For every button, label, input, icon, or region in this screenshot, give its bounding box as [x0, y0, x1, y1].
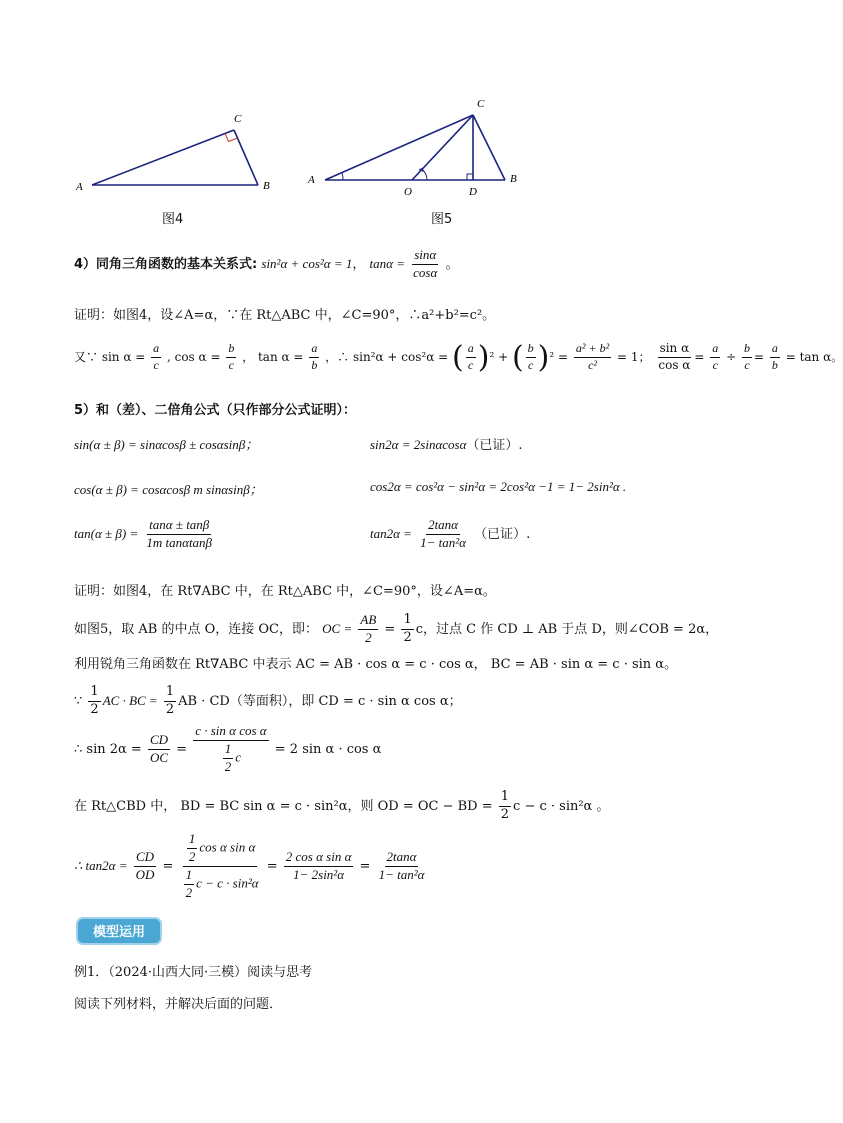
section4-identity: sin²α + cos²α = 1 [261, 255, 353, 271]
fig5-label-d: D [469, 186, 477, 198]
model-application-tag: 模型运用 [76, 917, 162, 945]
fig4-side-cb [234, 130, 258, 185]
fig5-right-angle-mark [467, 174, 473, 180]
section4-tan-lhs: tanα = [369, 255, 405, 271]
sin-double-line: sin2α = 2sinαcosα（已证）. [370, 437, 523, 453]
proof-2: 证明：如图4，在 Rt∇ABC 中，在 Rt△ABC 中，∠C=90°，设∠A=α。 [74, 584, 496, 599]
pythagoras-line: 又∵ sin α = $\frac{a}{c}$ , cos α = $\frac{b}{c}$ ， tan α = $\frac{a}{b}$ ，∴ sin²α + cos²α = ( $\frac{a}{c}$ )² + ( $\frac{b}{c}$ )² = $\frac{\text{a² + b²}}{\text{c²}}$ = 1； $\frac{\text{sin α}}{\text{cos α}}$ = $\frac{a}{c}$ ÷ $\frac{b}{c}$ = $\frac{a}{b}$ = tan α。 [74, 340, 843, 375]
cos-double-formula: cos2α = cos²α − sin²α = 2cos²α −1 = 1− 2sin²α . [370, 479, 627, 494]
tan2a-derivation: ∴ tan2α = $\frac{CD}{OD}$ = $\frac{1}{2}$ cos α sin α $\frac{1}{2}$ c − c · sin²α = $\frac{\text{2 cos α sin α}}{\text{1− 2sin²α}}$ = $\frac{2\tan\alpha}{\text{1− tan²α}}$ [74, 831, 425, 900]
equal-area-line: ∵ $\frac{1}{2}$ AC · BC = $\frac{1}{2}$ AB · CD（等面积），即 CD = c · sin α cos α； [74, 684, 462, 717]
section4-tan-fraction: $\frac{\sin\alpha}{\cos\alpha}$ [413, 247, 438, 280]
fig4-side-ac [92, 130, 234, 185]
acute-trig-line: 利用锐角三角函数在 Rt∇ABC 中表示 AC = AB · cos α = c · cos α， BC = AB · sin α = c · sin α。 [74, 657, 678, 672]
fig5-side-cb [473, 115, 505, 180]
section4-title: 4）同角三角函数的基本关系式: [74, 256, 258, 272]
fig5-label-a: A [308, 174, 315, 186]
fig5-side-ac [325, 115, 473, 180]
figure5-construction-line: 如图5，取 AB 的中点 O，连接 OC，即： OC = $\frac{AB}{2}$ = $\frac{1}{2}$ c，过点 C 作 CD ⊥ AB 于点 D，则∠COB = 2α， [74, 612, 719, 645]
figure-5-caption: 图5 [431, 212, 453, 227]
instruction-text: 阅读下列材料，并解决后面的问题． [74, 997, 283, 1012]
cos-sum-formula: cos(α ± β) = cosαcosβ m sinαsinβ； [74, 482, 263, 497]
fig4-label-a: A [76, 181, 83, 193]
fig5-angle-a-arc [342, 173, 343, 180]
sin2a-derivation: ∴ sin 2α = $\frac{CD}{OC}$ = c · sin α cos α $\frac{1}{2}$ c = 2 sin α · cos α [74, 723, 382, 774]
fig5-label-c: C [477, 98, 485, 110]
figure-4-caption: 图4 [162, 212, 184, 227]
section4-end: 。 [445, 256, 459, 272]
example-heading: 例1．（2024·山西大同·三模）阅读与思考 [74, 965, 313, 980]
tan-sum-line: tan(α ± β) = $\frac{\tan\alpha \pm \tan\beta}{\text{1m tanαtanβ}}$ [74, 517, 213, 550]
proof-1: 证明：如图4，设∠A=α，∵在 Rt△ABC 中，∠C=90°，∴a²+b²=c²。 [74, 308, 496, 323]
section5-title: 5）和（差）、二倍角公式（只作部分公式证明）： [74, 403, 357, 418]
fig5-label-b: B [510, 173, 517, 185]
fig4-label-b: B [263, 180, 270, 192]
sin-sum-formula: sin(α ± β) = sinαcosβ ± cosαsinβ； [74, 437, 259, 452]
fig5-segment-oc [412, 115, 473, 180]
tan-double-line: tan2α = $\frac{2\tan\alpha}{\text{1− tan²α}}$ （已证）. [370, 517, 531, 550]
section4-line: 4）同角三角函数的基本关系式: sin²α + cos²α = 1， tanα = $\frac{\sin\alpha}{\cos\alpha}$ 。 [74, 247, 459, 280]
fig5-label-o: O [404, 186, 412, 198]
figure-5 [300, 90, 530, 200]
fig4-label-c: C [234, 113, 242, 125]
cbd-line: 在 Rt△CBD 中， BD = BC sin α = c · sin²α，则 OD = OC − BD = $\frac{1}{2}$ c − c · sin²α 。 [74, 789, 610, 822]
figure-4 [70, 110, 290, 200]
